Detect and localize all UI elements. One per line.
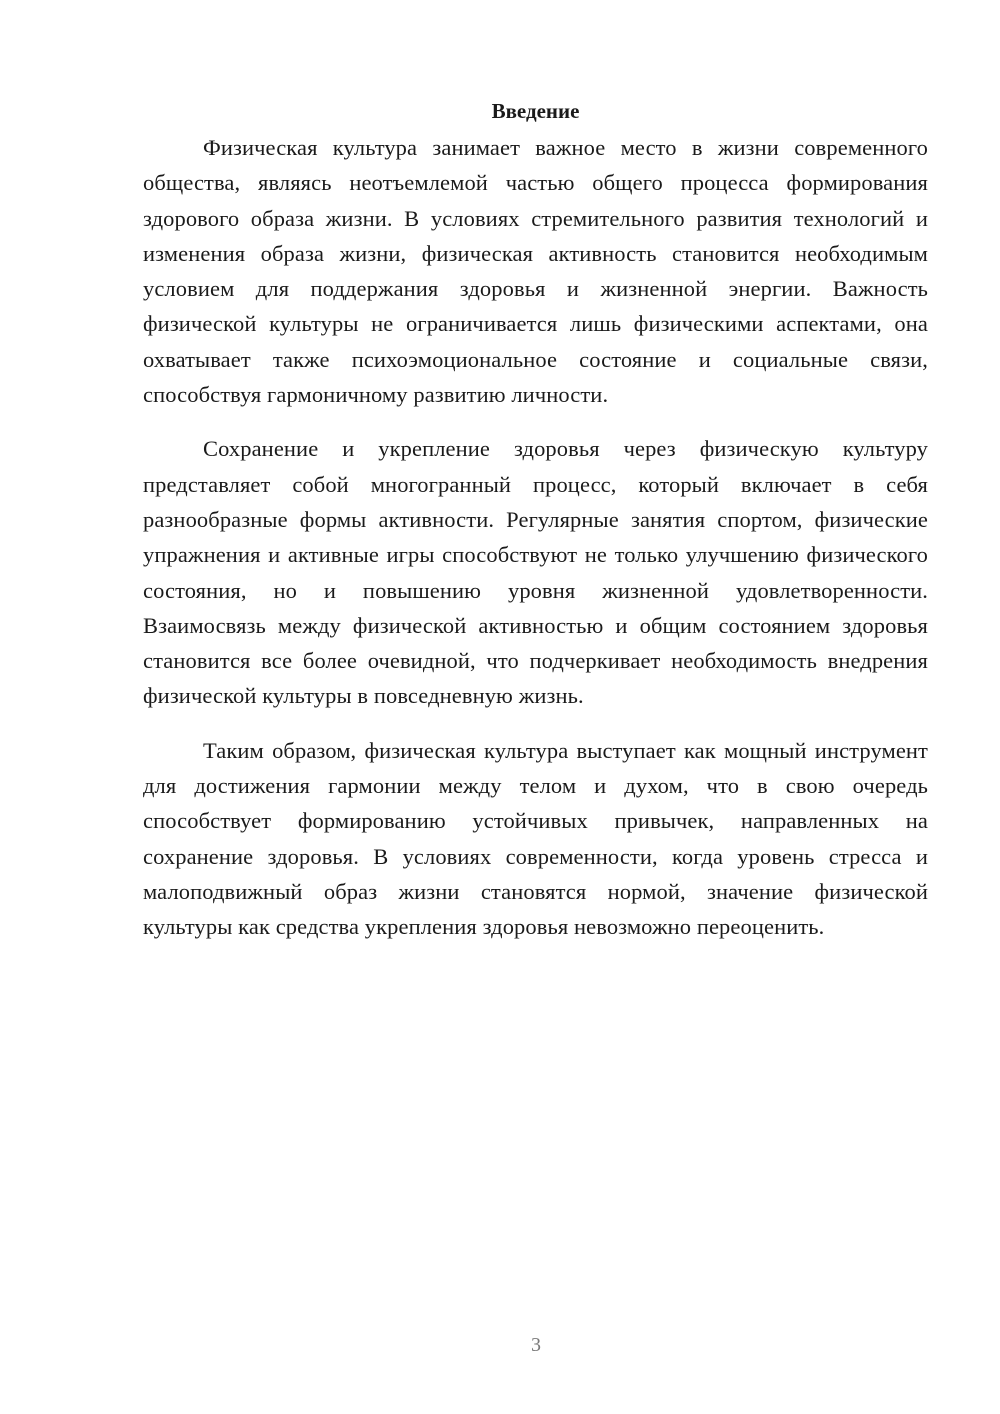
paragraph-3: Таким образом, физическая культура выступает как мощный инструмент для достижения гармонии между телом и духом, что в свою очередь способствует формированию устойчивых привычек, направленных на сохранение здоровья. В условиях современности, когда уровень стресса и малоподвижный образ жизни становятся нормой, значение физической культуры как средства укрепления здоровья невозможно переоценить.: [143, 737, 928, 940]
paragraph-1: Физическая культура занимает важное место в жизни современного общества, являясь неотъемлемой частью общего процесса формирования здорового образа жизни. В условиях стремительного развития технологий и изменения образа жизни, физическая активность становится необходимым условием для поддержания здоровья и жизненной энергии. Важность физической культуры не ограничивается лишь физическими аспектами, она охватывает также психоэмоциональное состояние и социальные связи, способствуя гармоничному развитию личности.: [143, 135, 928, 408]
section-title: Введение: [491, 99, 580, 123]
paragraph-2: Сохранение и укрепление здоровья через физическую культуру представляет собой многогранный процесс, который включает в себя разнообразные формы активности. Регулярные занятия спортом, физические упражнения и активные игры способствуют не только улучшению физического состояния, но и повышению уровня жизненной удовлетворенности. Взаимосвязь между физической активностью и общим состоянием здоровья становится все более очевидной, что подчеркивает необходимость внедрения физической культуры в повседневную жизнь.: [143, 436, 928, 709]
page-number: 3: [531, 1334, 541, 1356]
page-content: [143, 96, 928, 964]
